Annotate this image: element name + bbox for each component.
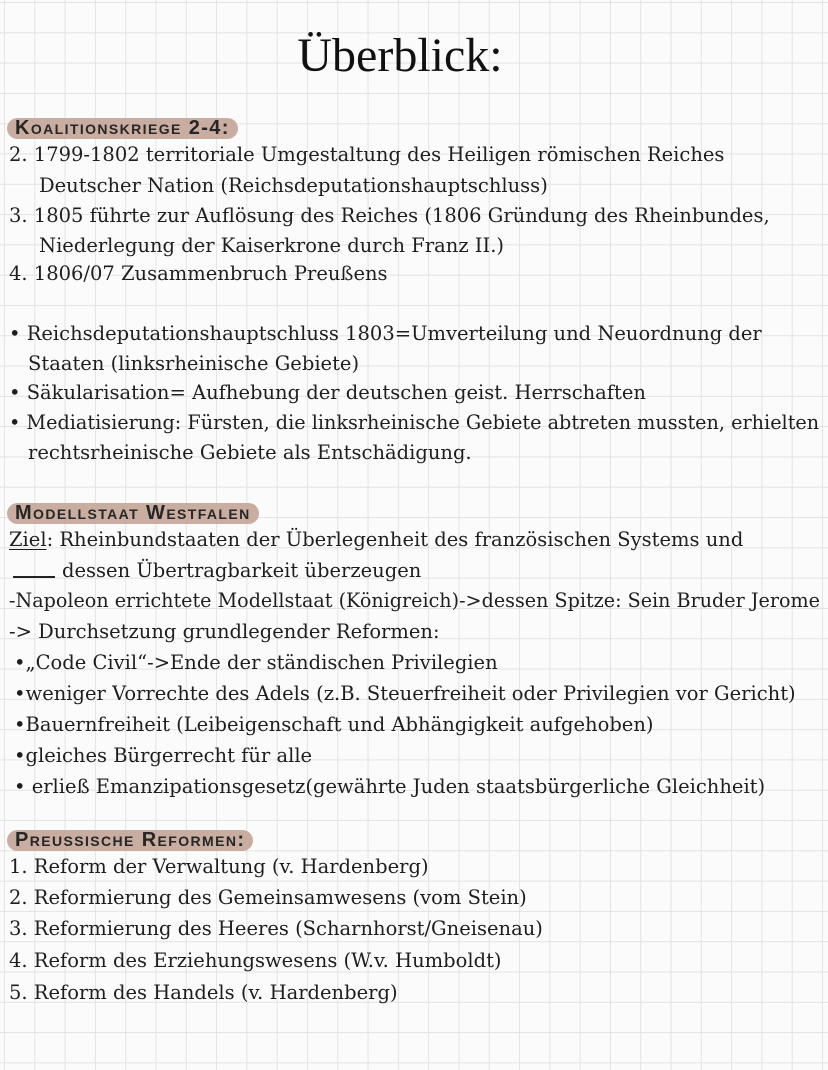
bullet-item: • Reichsdeputationshauptschluss 1803=Umverteilung und Neuordnung der <box>9 322 762 345</box>
list-item: 1. Reform der Verwaltung (v. Hardenberg) <box>9 855 429 878</box>
list-item-continuation: Deutscher Nation (Reichsdeputationshauptschluss) <box>39 174 548 197</box>
bullet-item: •weniger Vorrechte des Adels (z.B. Steuerfreiheit oder Privilegien vor Gericht) <box>14 682 796 705</box>
bullet-item: • Mediatisierung: Fürsten, die linksrheinische Gebiete abtreten mussten, erhielten <box>9 411 820 434</box>
list-item: 2. Reformierung des Gemeinsamwesens (vom Stein) <box>9 886 527 909</box>
text-line-continuation: dessen Übertragbarkeit überzeugen <box>62 559 422 582</box>
bullet-item: • erließ Emanzipationsgesetz(gewährte Juden staatsbürgerliche Gleichheit) <box>14 775 766 798</box>
list-item: 4. 1806/07 Zusammenbruch Preußens <box>9 262 388 285</box>
bullet-item: • Säkularisation= Aufhebung der deutschen geist. Herrschaften <box>9 381 646 404</box>
list-item: 3. 1805 führte zur Auflösung des Reiches (1806 Gründung des Rheinbundes, <box>9 204 770 227</box>
bullet-item: •Bauernfreiheit (Leibeigenschaft und Abhängigkeit aufgehoben) <box>14 713 654 736</box>
ziel-text: : Rheinbundstaaten der Überlegenheit des französischen Systems und <box>46 528 744 551</box>
bullet-item: •gleiches Bürgerrecht für alle <box>14 744 313 767</box>
page-title: Überblick: <box>297 29 503 82</box>
text-line: -> Durchsetzung grundlegender Reformen: <box>9 620 440 643</box>
section-heading-preussische-reformen: Preussische Reformen: <box>7 830 253 851</box>
list-item: 4. Reform des Erziehungswesens (W.v. Humboldt) <box>9 949 502 972</box>
list-item-continuation: Niederlegung der Kaiserkrone durch Franz II.) <box>39 234 505 257</box>
section-heading-koalitionskriege: Koalitionskriege 2-4: <box>7 118 238 139</box>
bullet-item-continuation: rechtsrheinische Gebiete als Entschädigung. <box>28 441 472 464</box>
text-line: -Napoleon errichtete Modellstaat (Königreich)->dessen Spitze: Sein Bruder Jerome <box>9 589 820 612</box>
list-item: 3. Reformierung des Heeres (Scharnhorst/Gneisenau) <box>9 917 543 940</box>
bullet-item-continuation: Staaten (linksrheinische Gebiete) <box>28 352 360 375</box>
section-heading-modellstaat-westfalen: Modellstaat Westfalen <box>7 503 259 524</box>
list-item: 2. 1799-1802 territoriale Umgestaltung des Heiligen römischen Reiches <box>9 143 725 166</box>
ziel-line <box>9 525 743 555</box>
ziel-underline-rule <box>13 576 55 578</box>
ziel-label: Ziel <box>9 528 47 551</box>
list-item: 5. Reform des Handels (v. Hardenberg) <box>9 981 398 1004</box>
bullet-item: •„Code Civil“->Ende der ständischen Privilegien <box>14 651 498 674</box>
